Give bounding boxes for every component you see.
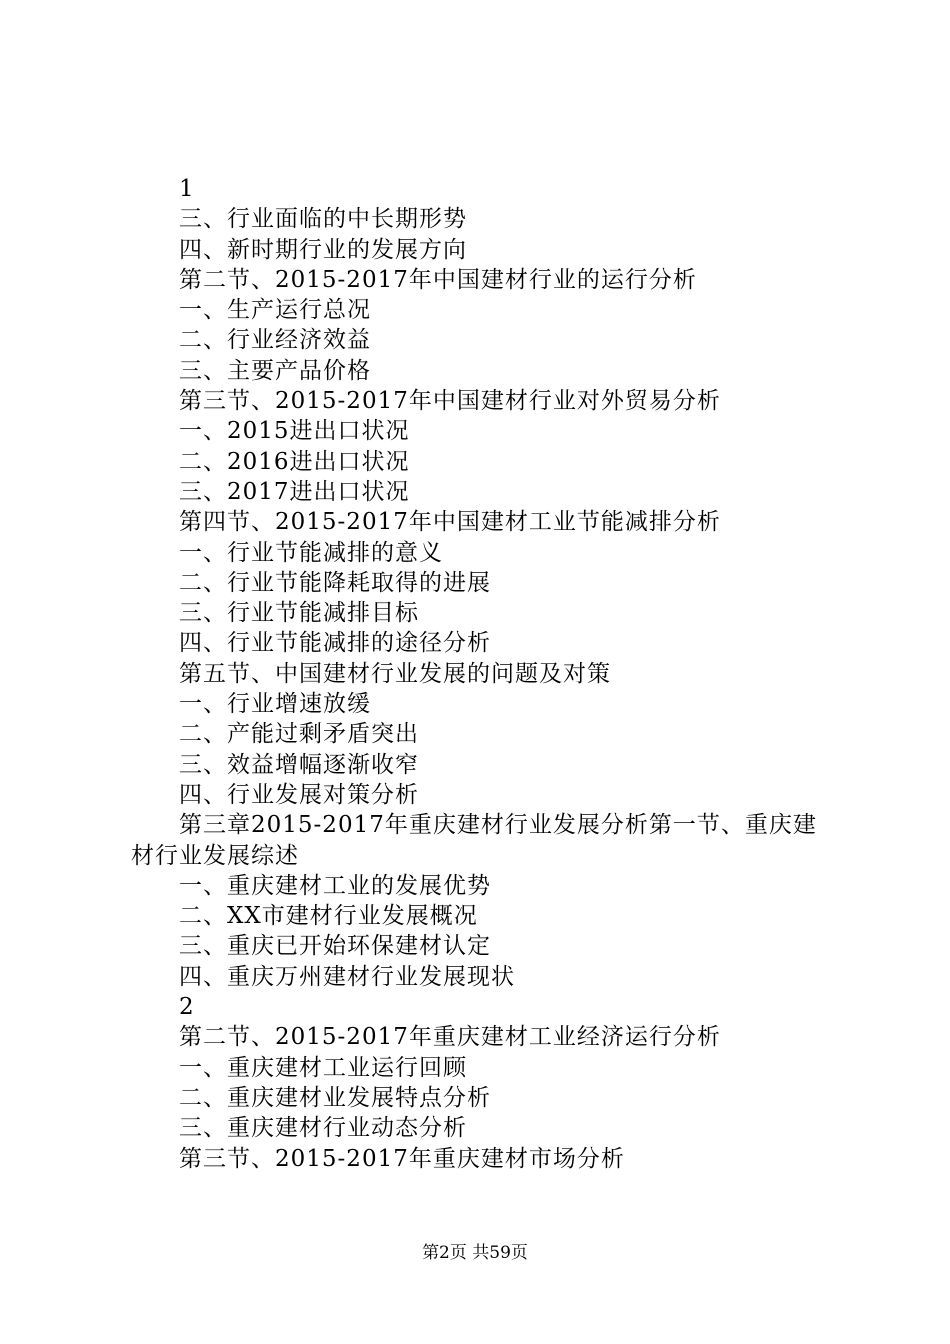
toc-item: 三、主要产品价格 (179, 357, 371, 384)
toc-item: 四、新时期行业的发展方向 (179, 236, 467, 263)
toc-section: 第三节、2015-2017年中国建材行业对外贸易分析 (179, 388, 721, 415)
toc-item: 四、行业节能减排的途径分析 (179, 630, 491, 657)
toc-item: 一、重庆建材工业运行回顾 (179, 1054, 467, 1081)
toc-item: 二、2016进出口状况 (179, 448, 410, 475)
toc-section: 第五节、中国建材行业发展的问题及对策 (179, 660, 611, 687)
toc-item: 三、重庆建材行业动态分析 (179, 1115, 467, 1142)
page-number-marker: 2 (179, 994, 195, 1021)
page-footer: 第2页 共59页 (422, 1243, 528, 1263)
toc-item: 四、重庆万州建材行业发展现状 (179, 963, 515, 990)
toc-item: 二、重庆建材业发展特点分析 (179, 1084, 491, 1111)
toc-item: 二、XX市建材行业发展概况 (179, 903, 478, 930)
toc-item: 一、2015进出口状况 (179, 418, 410, 445)
toc-item: 三、行业节能减排目标 (179, 600, 419, 627)
toc-content (131, 174, 831, 1174)
toc-section: 第二节、2015-2017年中国建材行业的运行分析 (179, 266, 697, 293)
toc-item: 四、行业发展对策分析 (179, 781, 419, 808)
toc-item: 三、效益增幅逐渐收窄 (179, 751, 419, 778)
toc-section: 第二节、2015-2017年重庆建材工业经济运行分析 (179, 1024, 721, 1051)
toc-item: 三、2017进出口状况 (179, 478, 410, 505)
toc-item: 一、行业增速放缓 (179, 691, 371, 718)
toc-item: 二、行业经济效益 (179, 327, 371, 354)
page-number-marker: 1 (179, 176, 195, 202)
toc-item: 一、生产运行总况 (179, 297, 371, 324)
toc-chapter: 第三章2015-2017年重庆建材行业发展分析第一节、重庆建材行业发展综述 (131, 812, 817, 869)
toc-section: 第四节、2015-2017年中国建材工业节能减排分析 (179, 509, 721, 536)
toc-item: 一、行业节能减排的意义 (179, 539, 443, 566)
toc-item: 二、产能过剩矛盾突出 (179, 721, 419, 748)
toc-item: 一、重庆建材工业的发展优势 (179, 872, 491, 899)
toc-item: 二、行业节能降耗取得的进展 (179, 569, 491, 596)
toc-item: 三、行业面临的中长期形势 (179, 206, 467, 233)
toc-item: 三、重庆已开始环保建材认定 (179, 933, 491, 960)
toc-section: 第三节、2015-2017年重庆建材市场分析 (179, 1145, 625, 1172)
